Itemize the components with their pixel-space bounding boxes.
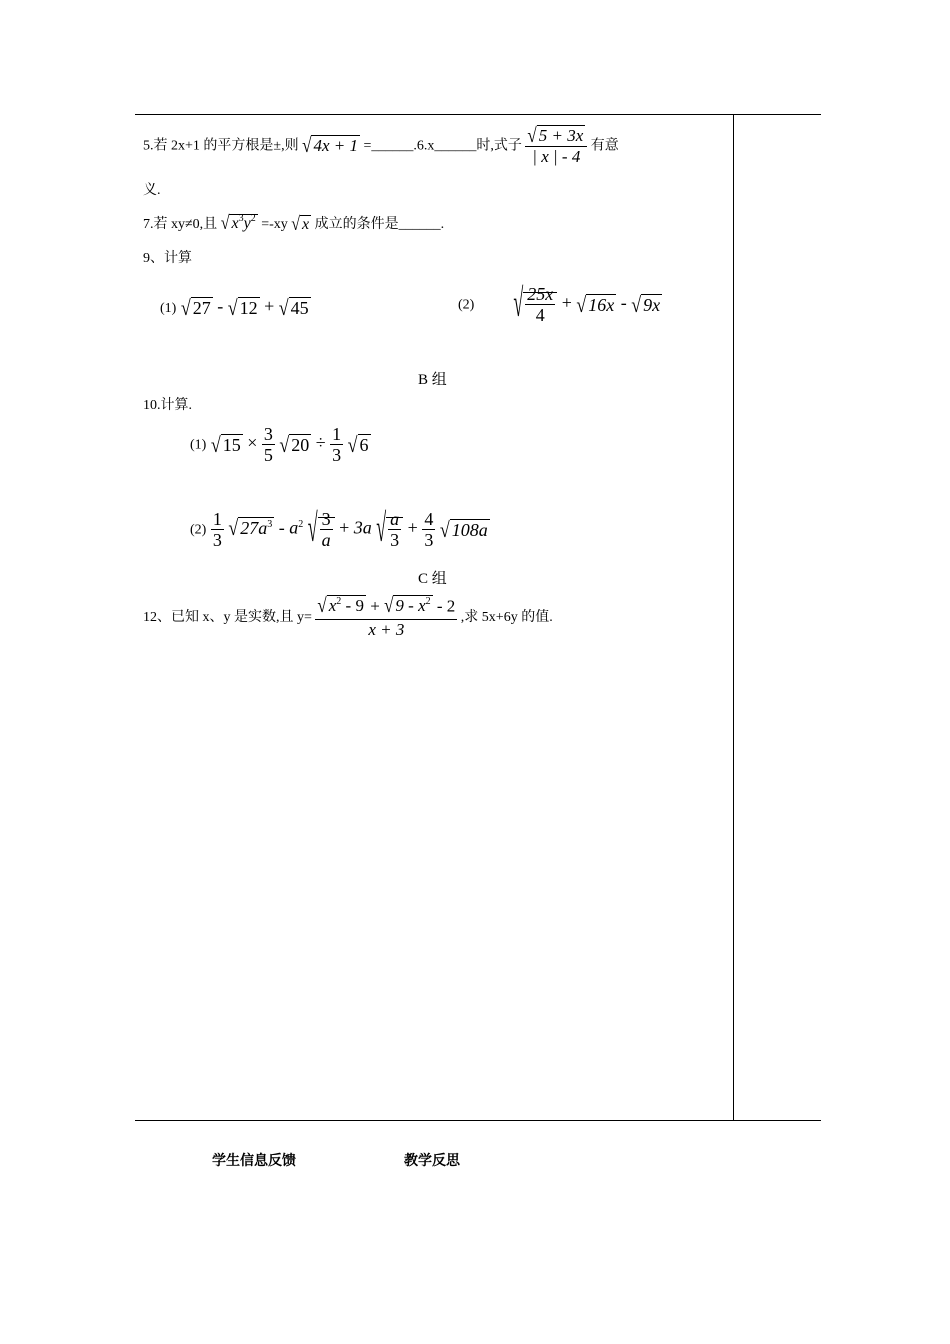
q5-suffix: 有意 — [590, 138, 619, 154]
q5-blank: =______.6.x______时,式子 — [363, 138, 522, 154]
q7-radical: √ $x^3y^2$ — [220, 213, 256, 234]
question-12: 12、已知 x、y 是实数,且 y= $\frac{√ x^2 - 9 + √ 9 - x^2 - 2}{x + 3}$ ,求 5x+6y 的值. — [143, 594, 553, 639]
teaching-reflection-label: 教学反思 — [404, 1153, 460, 1169]
bottom-rule — [135, 1120, 821, 1121]
q10-part-2: (2) $\frac{1}{3}$ √ $27a^3 - a^2$ √ $\frac{3}{a}$ + 3a √ $\frac{a}{3}$ + $\frac{4}{3}$ √ 108a — [190, 505, 488, 550]
q12-fraction: $\frac{√ x^2 - 9 + √ 9 - x^2 - 2}{x + 3}$ — [317, 594, 456, 639]
column-divider — [733, 114, 734, 1121]
q9-part-2: (2) √ $\frac{25x}{4}$ + √ 16x - √ 9x — [458, 280, 661, 325]
top-rule — [135, 114, 821, 115]
question-9-title: 9、计算 — [143, 251, 192, 266]
q5-fraction: $\frac{√ 5 + 3x}{| x | - 4}$ — [525, 125, 587, 167]
question-5-wrap: 义. — [143, 183, 161, 198]
question-5 — [143, 125, 619, 167]
q5-prefix: 5.若 2x+1 的平方根是±,则 — [143, 138, 299, 154]
question-10-title: 10.计算. — [143, 398, 192, 413]
q7-root-x: √ x — [291, 214, 310, 235]
question-7: 7.若 xy≠0,且 √ $x^3y^2 =-xy$ √ x 成立的条件是______. — [143, 213, 445, 235]
q9-part-1: (1) √ 27 - √ 12 + √ 45 — [160, 295, 309, 320]
group-c-heading: C 组 — [418, 571, 447, 587]
student-feedback-label: 学生信息反馈 — [212, 1153, 296, 1169]
q10-part-1: (1) √ 15 × $\frac{3}{5}$ √ 20 ÷ $\frac{1}{3}$ √ 6 — [190, 424, 369, 465]
group-b-heading: B 组 — [418, 372, 447, 388]
q5-radical: √ 4x + 1 — [302, 134, 358, 157]
